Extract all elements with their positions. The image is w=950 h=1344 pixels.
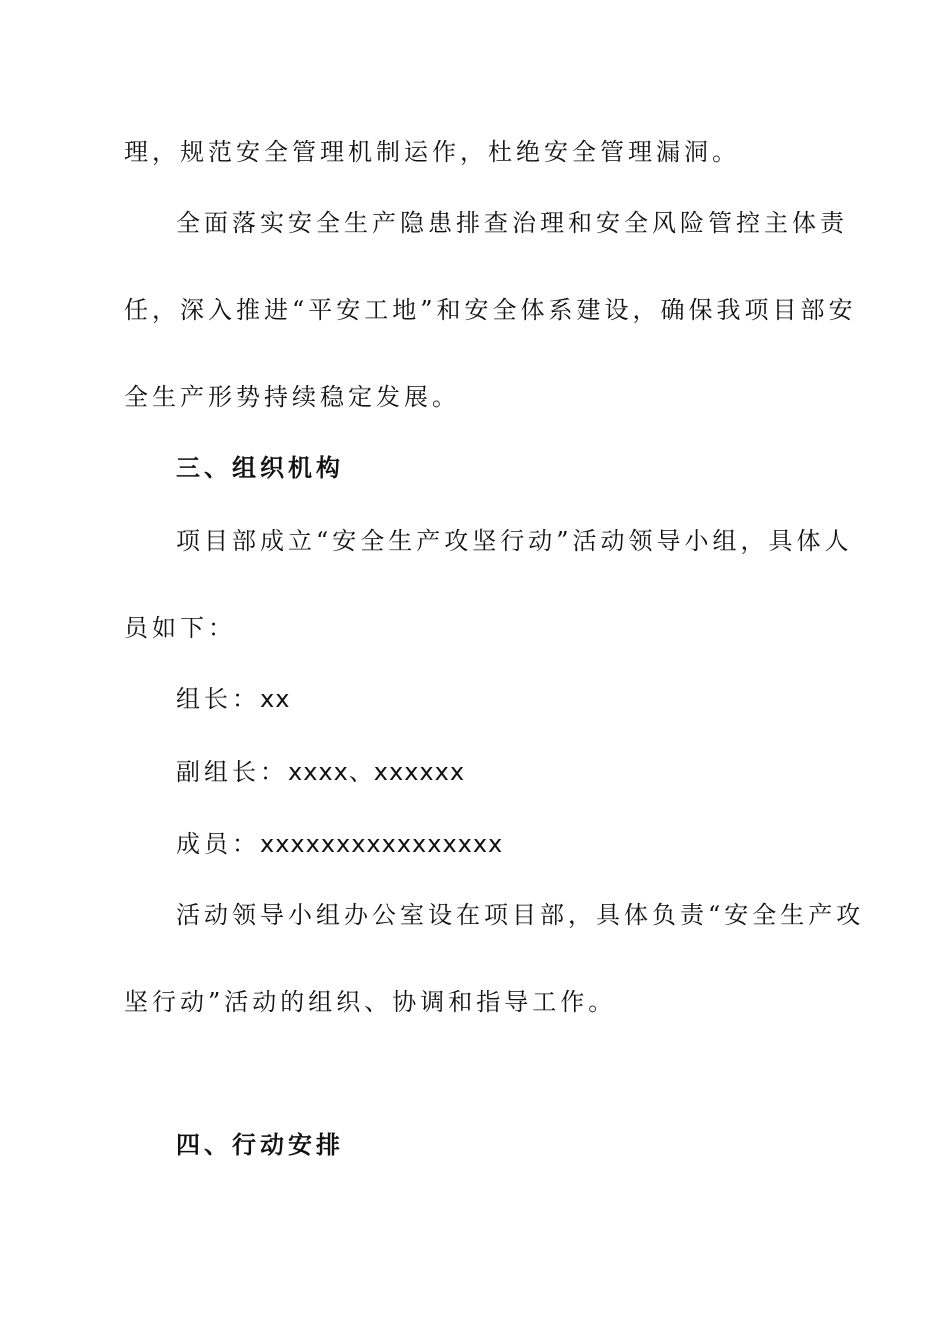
leader-value: xx: [260, 685, 291, 713]
paragraph-line: 任，深入推进“平安工地”和安全体系建设，确保我项目部安: [124, 296, 857, 324]
deputy-line: [176, 757, 465, 787]
deputy-value: xxxx、xxxxxx: [288, 758, 466, 786]
section-heading-3: 三、组织机构: [176, 453, 344, 482]
leader-label: 组长：: [176, 685, 260, 713]
members-label: 成员：: [176, 830, 260, 858]
members-value: xxxxxxxxxxxxxxxx: [260, 830, 504, 858]
paragraph-line: 全生产形势持续稳定发展。: [124, 383, 460, 411]
members-line: [176, 829, 503, 859]
deputy-label: 副组长：: [176, 758, 288, 786]
section-heading-4: 四、行动安排: [176, 1130, 344, 1159]
paragraph-line: 坚行动”活动的组织、协调和指导工作。: [124, 988, 617, 1016]
leader-line: [176, 684, 290, 714]
paragraph-line: 活动领导小组办公室设在项目部，具体负责“安全生产攻: [176, 901, 865, 929]
paragraph-line: 项目部成立“安全生产攻坚行动”活动领导小组，具体人: [176, 527, 853, 555]
paragraph-line: 理，规范安全管理机制运作，杜绝安全管理漏洞。: [124, 138, 740, 166]
paragraph-line: 员如下：: [124, 614, 236, 642]
paragraph-line: 全面落实安全生产隐患排查治理和安全风险管控主体责: [176, 209, 848, 237]
